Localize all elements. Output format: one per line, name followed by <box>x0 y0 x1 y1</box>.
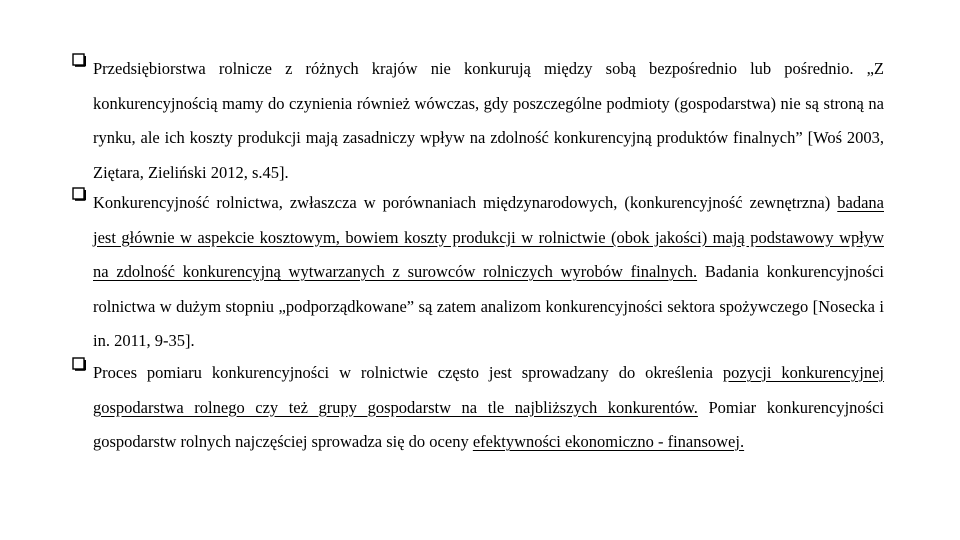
underlined-text: pozycji konkurencyjnej gospodarstwa rolnego czy też grupy gospodarstw na tle najbliższych konkurentów. <box>93 363 885 417</box>
checkbox-square-icon <box>72 357 86 371</box>
paragraph-text: Proces pomiaru konkurencyjności w rolnictwie często jest sprowadzany do określenia <box>93 363 723 382</box>
paragraph-text: Pomiar konkurencyjności gospodarstw rolnych najczęściej sprowadza się do oceny <box>93 397 885 451</box>
paragraph-text: Konkurencyjność rolnictwa, zwłaszcza w porównaniach międzynarodowych, (konkurencyjność zewnętrzna) <box>93 193 838 212</box>
bullet-item <box>72 186 884 359</box>
paragraph-text: Przedsiębiorstwa rolnicze z różnych krajów nie konkurują między sobą bezpośrednio lub pośrednio. „Z konkurencyjnością mamy do czynienia również wówczas, gdy poszczególne podmioty (gospodarstwa) nie są stroną na rynku, ale ich koszty produkcji mają zasadniczy wpływ na zdolność konkurencyjną produktów finalnych” [Woś 2003, Ziętara, Zieliński 2012, s.45]. <box>93 59 884 182</box>
underlined-text: badana jest głównie w aspekcie kosztowym, bowiem koszty produkcji w rolnictwie (obok jakości) mają podstawowy wpływ na zdolność konkurencyjną wytwarzanych z surowców rolniczych wyrobów finalnych. <box>93 193 884 281</box>
bullet-item <box>72 356 884 460</box>
bullet-paragraph <box>93 356 884 460</box>
bullet-paragraph <box>93 186 884 359</box>
paragraph-text: Badania konkurencyjności rolnictwa w dużym stopniu „podporządkowane” są zatem analizom konkurencyjności sektora spożywczego [Nosecka i in. 2011, 9-35]. <box>93 262 884 350</box>
bullet-item <box>72 52 884 190</box>
checkbox-square-icon <box>72 187 86 201</box>
checkbox-square-icon <box>72 53 86 67</box>
underlined-text: efektywności ekonomiczno - finansowej. <box>472 432 745 451</box>
bullet-paragraph <box>93 52 884 190</box>
